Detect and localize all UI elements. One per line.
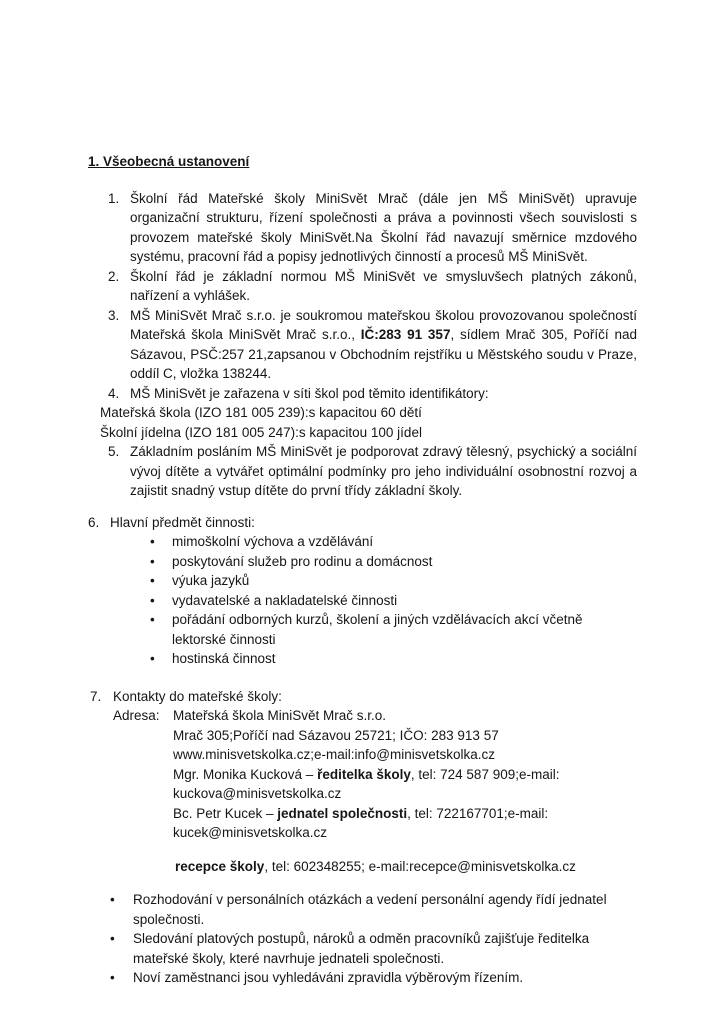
item-number: 4. [108,385,120,401]
item-label: Hlavní předmět činnosti: [110,514,255,530]
closing-text: Noví zaměstnanci jsou vyhledáváni zpravidla výběrovým řízením. [133,970,524,985]
activity-text: výuka jazyků [172,573,250,588]
activity-bullet [150,610,637,649]
item-text-segment: MŠ MiniSvět Mrač s.r.o. je soukromou mateřskou školou provozovanou společností Mateřská škola MiniSvět Mrač s.r.o., [130,307,637,342]
director-role-bold: ředitelka školy [317,766,411,782]
bullet-icon: • [110,970,115,985]
identifier-line: Školní jídelna (IZO 181 005 247):s kapacitou 100 jídel [100,424,422,440]
bullet-icon: • [150,612,155,627]
closing-bullet [110,929,637,968]
item-text: Základním posláním MŠ MiniSvět je podporovat zdravý tělesný, psychický a sociální vývoj dítěte a vytvářet optimální podmínky pro jeho individuální osobnostní rozvoj a zajistit snadný vstup dítěte do první třídy základní školy. [130,444,637,498]
item-label: Kontakty do mateřské školy: [113,688,282,704]
bullet-icon: • [110,892,115,907]
ordered-item-2 [108,267,637,306]
activity-bullet [150,532,637,552]
item-7-heading [90,687,637,707]
ordered-item-1 [108,189,637,267]
contact-line-director [173,765,637,785]
activity-bullet [150,552,637,572]
bullet-icon: • [150,534,155,549]
activity-bullet [150,591,637,611]
contact-line-reception [175,857,637,877]
contact-segment: , tel: 722167701;e-mail: [407,805,549,821]
section-heading: 1. Všeobecná ustanovení [88,154,250,169]
contact-line: Mateřská škola MiniSvět Mrač s.r.o. [173,708,387,723]
bullet-icon: • [150,553,155,569]
item-text: Školní řád je základní normou MŠ MiniSvět ve smysluvšech platných zákonů, nařízení a vyhlášek. [130,268,637,303]
contact-segment: Bc. Petr Kucek – [173,805,278,821]
contact-line-director-email: kuckova@minisvetskolka.cz [173,786,342,801]
contact-line-manager-email: kucek@minisvetskolka.cz [173,825,327,840]
activity-bullet [150,649,637,669]
item-number: 1. [108,190,120,206]
manager-role-bold: jednatel společnosti [277,805,408,821]
reception-role-bold: recepce školy [175,858,265,874]
bullet-icon: • [150,573,155,588]
contact-segment: , tel: 602348255; e-mail:recepce@minisvetskolka.cz [264,858,576,874]
closing-bullet-list [88,890,637,988]
item-text: MŠ MiniSvět je zařazena v síti škol pod těmito identifikátory: [130,385,489,401]
activity-text: poskytování služeb pro rodinu a domácnost [172,553,433,569]
closing-text: Rozhodování v personálních otázkách a vedení personální agendy řídí jednatel společnosti. [133,892,607,927]
item-number: 2. [108,268,120,284]
ordered-item-5 [108,442,637,501]
contact-segment: Mgr. Monika Kucková – [173,766,318,782]
ordered-item-3 [108,306,637,384]
ordered-item-4 [108,384,637,404]
item-number: 7. [90,688,102,704]
item-text: Školní řád Mateřské školy MiniSvět Mrač (dále jen MŠ MiniSvět) upravuje organizační strukturu, řízení společnosti a práva a povinnosti všech souvislosti s provozem mateřské školy MiniSvět.Na Školní řád navazují směrnice mzdového systému, pracovní řád a popisy jednotlivých činností a procesů MŠ MiniSvět. [130,190,637,264]
company-id-bold: IČ:283 91 357 [360,327,451,342]
item-number: 6. [88,514,100,530]
contact-block [173,726,637,843]
ordered-list [108,189,637,404]
item-number: 5. [108,444,120,459]
item-text [130,306,637,384]
activity-text: vydavatelské a nakladatelské činnosti [172,592,398,608]
ordered-item-6 [88,513,637,669]
contact-segment: , tel: 724 587 909;e-mail: [410,766,560,782]
bullet-icon: • [110,931,115,946]
item-text-segment: , sídlem Mrač 305, Poříčí nad Sázavou, PSČ:257 21,zapsanou v Obchodním rejstříku u Městského soudu v Praze, oddíl C, vložka 138244. [130,327,638,381]
closing-bullet [110,968,637,988]
closing-text: Sledování platových postupů, nároků a odměn pracovníků zajišťuje ředitelka mateřské školy, které navrhuje jednateli společnosti. [133,931,590,966]
item-6-heading [88,513,637,533]
activity-text: pořádání odborných kurzů, školení a jiných vzdělávacích akcí včetně lektorské činnosti [172,612,583,647]
contact-line: www.minisvetskolka.cz;e-mail:info@minisvetskolka.cz [173,747,496,762]
ordered-item-7 [90,687,637,877]
activity-text: hostinská činnost [172,651,276,666]
closing-bullet [110,890,637,929]
contact-line-manager [173,804,637,824]
item-number: 3. [108,307,120,323]
ordered-list-continued [108,442,637,501]
activity-text: mimoškolní výchova a vzdělávání [172,534,374,549]
activity-bullet [150,571,637,591]
contact-address-row [113,706,637,726]
address-label: Adresa: [113,708,160,723]
bullet-icon: • [150,592,155,608]
bullet-icon: • [150,651,155,666]
identifier-line: Mateřská škola (IZO 181 005 239):s kapacitou 60 dětí [100,405,422,420]
contact-line: Mrač 305;Poříčí nad Sázavou 25721; IČO: 283 913 57 [173,727,499,743]
